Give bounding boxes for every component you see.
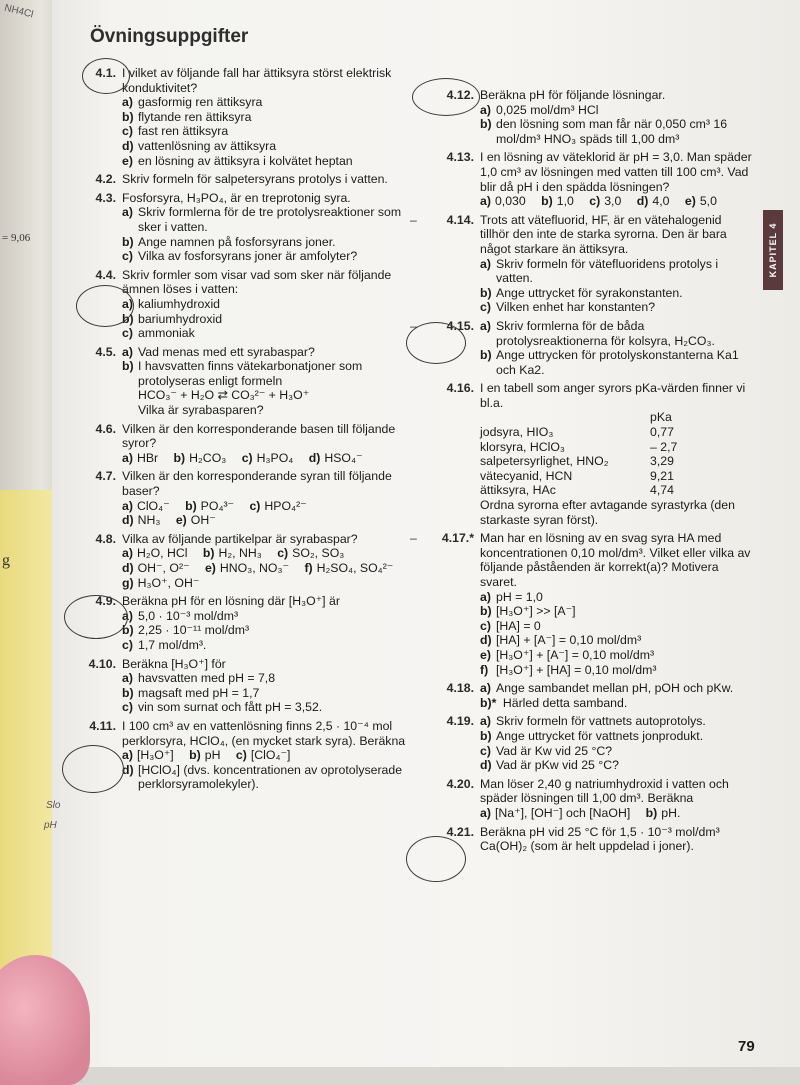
exercise-item: d) [HClO₄] (dvs. koncentrationen av oprotolyserade perklorsyramolekyler). xyxy=(122,762,403,792)
exercise-4-8 xyxy=(66,532,406,590)
exercise-items-inline: d) NH₃ e) OH⁻ xyxy=(122,513,216,528)
exercise-item: c) Vilka av fosforsyrans joner är amfolyter? xyxy=(122,249,358,264)
exercise-number: 4.5. xyxy=(95,344,116,359)
exercise-4-21 xyxy=(424,825,754,854)
exercise-number: 4.6. xyxy=(95,421,116,436)
exercise-item: b) flytande ren ättiksyra xyxy=(122,109,252,124)
exercise-number: 4.10. xyxy=(88,656,116,671)
exercise-4-1 xyxy=(66,66,406,168)
page-heading: Övningsuppgifter xyxy=(90,26,249,47)
pka-table-row: vätecyanid, HCN 9,21 xyxy=(480,468,674,483)
exercise-4-15 xyxy=(410,318,754,377)
exercise-statement: Beräkna pH för en lösning där [H₃O⁺] är xyxy=(122,594,340,609)
exercise-number: 4.9. xyxy=(95,594,116,609)
exercise-4-3 xyxy=(66,191,406,264)
exercise-item: f) [H₃O⁺] + [HA] = 0,10 mol/dm³ xyxy=(480,662,657,677)
pka-table-row: jodsyra, HIO₃ 0,77 xyxy=(480,425,674,440)
exercise-number: 4.20. xyxy=(446,776,474,791)
exercise-number: 4.18. xyxy=(446,681,474,696)
exercise-number: 4.14. xyxy=(446,212,474,227)
margin-text: g xyxy=(2,552,10,569)
exercise-4-18 xyxy=(424,681,754,710)
exercise-item: b) Ange uttrycket för syrakonstanten. xyxy=(480,285,683,300)
exercise-item: a) Ange sambandet mellan pH, pOH och pKw. xyxy=(480,681,734,696)
pka-table-row: klorsyra, HClO₃ – 2,7 xyxy=(480,439,678,454)
exercise-statement: Man löser 2,40 g natriumhydroxid i vatten och späder lösningen till 1,00 dm³. Beräkna xyxy=(480,776,729,806)
exercise-item: a) kaliumhydroxid xyxy=(122,296,221,311)
handwritten-note: pH xyxy=(44,820,57,831)
exercise-number: 4.4. xyxy=(95,267,116,282)
exercise-item: d) Vad är pKw vid 25 °C? xyxy=(480,758,619,773)
exercise-4-5 xyxy=(66,345,406,418)
exercise-question: Ordna syrorna efter avtagande syrastyrka (den starkaste syran först). xyxy=(480,498,735,527)
exercise-item: b) magsaft med pH = 1,7 xyxy=(122,685,260,700)
exercise-number: 4.2. xyxy=(95,172,116,187)
exercise-number: 4.16. xyxy=(446,381,474,396)
exercise-statement: Skriv formler som visar vad som sker när följande ämnen löses i vatten: xyxy=(122,267,392,297)
exercise-item: a) Skriv formeln för vattnets autoprotolys. xyxy=(480,714,706,729)
exercise-number: 4.11. xyxy=(89,718,116,733)
exercise-item: e) [H₃O⁺] + [A⁻] = 0,10 mol/dm³ xyxy=(480,647,655,662)
exercise-statement: Vilken är den korresponderande syran till följande baser? xyxy=(122,469,392,499)
right-column xyxy=(410,88,754,858)
exercise-item: b) Ange uttrycken för protolyskonstanterna Ka1 och Ka2. xyxy=(480,348,739,377)
exercise-4-20 xyxy=(424,777,754,821)
exercise-item: c) fast ren ättiksyra xyxy=(122,124,229,139)
exercise-item: a) pH = 1,0 xyxy=(480,589,543,604)
margin-text: NH4Cl xyxy=(3,2,35,21)
exercise-statement: Vilken är den korresponderande basen till följande syror? xyxy=(122,421,396,451)
exercise-number: 4.12. xyxy=(446,88,474,102)
exercise-statement: I en tabell som anger syrors pKa-värden finner vi bl.a. xyxy=(480,381,746,410)
exercise-items-inline: a) ClO₄⁻ b) PO₄³⁻ c) HPO₄²⁻ xyxy=(122,498,307,513)
pencil-mark: – xyxy=(410,531,417,546)
exercise-item: a) gasformig ren ättiksyra xyxy=(122,95,263,110)
exercise-4-17 xyxy=(410,531,754,677)
margin-text: = 9,06 xyxy=(2,232,31,244)
equation: HCO₃⁻ + H₂O ⇄ CO₃²⁻ + H₃O⁺ xyxy=(138,388,310,403)
exercise-number: 4.15. xyxy=(446,318,474,333)
exercise-number: 4.17.* xyxy=(441,531,474,546)
exercise-items-inline: a) [H₃O⁺] b) pH c) [ClO₄⁻] xyxy=(122,748,291,763)
exercise-number: 4.19. xyxy=(446,714,474,729)
exercise-number: 4.7. xyxy=(95,469,116,484)
exercise-number: 4.8. xyxy=(95,531,116,546)
chapter-tab: KAPITEL 4 xyxy=(763,210,783,290)
exercise-item: c) vin som surnat och fått pH = 3,52. xyxy=(122,700,323,715)
exercise-item: a) 0,025 mol/dm³ HCl xyxy=(480,102,599,117)
exercise-item: a) Skriv formeln för vätefluoridens protolys i vatten. xyxy=(480,256,719,286)
exercise-4-7 xyxy=(66,469,406,527)
exercise-item: c) Vad är Kw vid 25 °C? xyxy=(480,743,613,758)
exercise-4-9 xyxy=(66,594,406,652)
exercise-4-16 xyxy=(424,381,754,527)
exercise-statement: I vilket av följande fall har ättiksyra störst elektrisk konduktivitet? xyxy=(122,66,392,95)
exercise-4-13 xyxy=(424,150,754,208)
exercise-statement: Fosforsyra, H₃PO₄, är en treprotonig syra. xyxy=(122,190,351,205)
exercise-item: a) havsvatten med pH = 7,8 xyxy=(122,671,276,686)
exercise-statement: Skriv formeln för salpetersyrans protolys i vatten. xyxy=(122,172,388,187)
exercise-items-inline: a) H₂O, HCl b) H₂, NH₃ c) SO₂, SO₃ xyxy=(122,546,345,561)
exercise-statement: Beräkna pH vid 25 °C för 1,5 · 10⁻³ mol/dm³ Ca(OH)₂ (som är helt uppdelad i joner). xyxy=(480,824,720,854)
exercise-item: c) 1,7 mol/dm³. xyxy=(122,637,207,652)
exercise-4-12 xyxy=(424,88,754,146)
exercise-4-6 xyxy=(66,422,406,466)
left-column xyxy=(66,66,406,796)
pencil-mark: – xyxy=(410,212,417,227)
exercise-4-2 xyxy=(66,172,406,187)
exercise-4-4 xyxy=(66,268,406,341)
pencil-mark: – xyxy=(410,318,417,333)
exercise-items-inline: a) HBr b) H₂CO₃ c) H₃PO₄ d) HSO₄⁻ xyxy=(122,450,363,465)
exercise-item: d) vattenlösning av ättiksyra xyxy=(122,138,277,153)
exercise-item: b) den lösning som man får när 0,050 cm³ 16 mol/dm³ HNO₃ späds till 1,00 dm³ xyxy=(480,117,728,146)
exercise-item: e) en lösning av ättiksyra i kolvätet heptan xyxy=(122,153,353,168)
exercise-item: a) Skriv formlerna för de tre protolysreaktioner som sker i vatten. xyxy=(122,205,402,234)
exercise-statement: Vilka av följande partikelpar är syrabaspar? xyxy=(122,531,358,546)
adjacent-page xyxy=(0,0,61,1067)
pka-table-row: salpetersyrlighet, HNO₂ 3,29 xyxy=(480,454,674,469)
exercise-number: 4.3. xyxy=(95,190,116,205)
exercise-item: c) ammoniak xyxy=(122,326,195,341)
exercise-statement: I 100 cm³ av en vattenlösning finns 2,5 · 10⁻⁴ mol perklorsyra, HClO₄, (en mycket stark syra). Beräkna xyxy=(122,718,406,748)
exercise-4-19 xyxy=(424,714,754,772)
exercise-item: b) I havsvatten finns vätekarbonatjoner som protolyseras enligt formeln xyxy=(122,359,363,388)
page-number: 79 xyxy=(738,1038,755,1055)
exercise-4-10 xyxy=(66,657,406,715)
exercise-item: b)* Härled detta samband. xyxy=(480,695,628,710)
exercise-4-11 xyxy=(66,719,406,792)
exercise-item: a) Skriv formlerna för de båda protolysreaktionerna för kolsyra, H₂CO₃. xyxy=(480,318,715,348)
exercise-number: 4.21. xyxy=(446,824,474,839)
exercise-number: 4.1. xyxy=(95,66,116,80)
exercise-item: c) Vilken enhet har konstanten? xyxy=(480,300,656,315)
exercise-number: 4.13. xyxy=(446,150,474,165)
exercise-item: d) [HA] + [A⁻] = 0,10 mol/dm³ xyxy=(480,633,642,648)
exercise-4-14 xyxy=(410,212,754,315)
pka-table-header: pKa xyxy=(650,410,672,425)
exercise-statement: Beräkna [H₃O⁺] för xyxy=(122,656,226,671)
exercise-item: a) 5,0 · 10⁻³ mol/dm³ xyxy=(122,608,239,623)
exercise-statement: I en lösning av väteklorid är pH = 3,0. Man späder 1,0 cm³ av lösningen med vatten till 100 cm³. Vad blir då pH i den spädda lösningen? xyxy=(480,150,752,194)
exercise-item: b) 2,25 · 10⁻¹¹ mol/dm³ xyxy=(122,623,250,638)
exercise-question: Vilka är syrabasparen? xyxy=(138,403,264,418)
exercise-statement: Beräkna pH för följande lösningar. xyxy=(480,88,666,102)
handwritten-note: Slo xyxy=(46,800,61,811)
textbook-page xyxy=(44,0,800,1067)
exercise-statement: Trots att vätefluorid, HF, är en vätehalogenid tillhör den inte de starka syrorna. Den är bara något starkare än ättiksyra. xyxy=(480,212,727,256)
exercise-items-inline: d) OH⁻, O²⁻ e) HNO₃, NO₃⁻ f) H₂SO₄, SO₄²⁻ xyxy=(122,561,394,575)
exercise-item: b) Ange namnen på fosforsyrans joner. xyxy=(122,234,336,249)
exercise-items-inline: a) [Na⁺], [OH⁻] och [NaOH] b) pH. xyxy=(480,805,681,820)
exercise-item: b) bariumhydroxid xyxy=(122,311,223,326)
pka-table-row: ättiksyra, HAc 4,74 xyxy=(480,483,674,498)
exercise-item: a) Vad menas med ett syrabaspar? xyxy=(122,344,315,359)
exercise-item: b) [H₃O⁺] >> [A⁻] xyxy=(480,604,576,619)
exercise-item: b) Ange uttrycket för vattnets jonprodukt. xyxy=(480,728,704,743)
exercise-items-inline: g) H₃O⁺, OH⁻ xyxy=(122,575,200,590)
exercise-items-inline: a) 0,030 b) 1,0 c) 3,0 d) 4,0 e) 5,0 xyxy=(480,194,717,209)
exercise-statement: Man har en lösning av en svag syra HA med koncentrationen 0,10 mol/dm³. Vilket eller vilka av följande påståenden är korrekt(a)? Motivera svaret. xyxy=(480,531,751,589)
exercise-item: c) [HA] = 0 xyxy=(480,618,541,633)
